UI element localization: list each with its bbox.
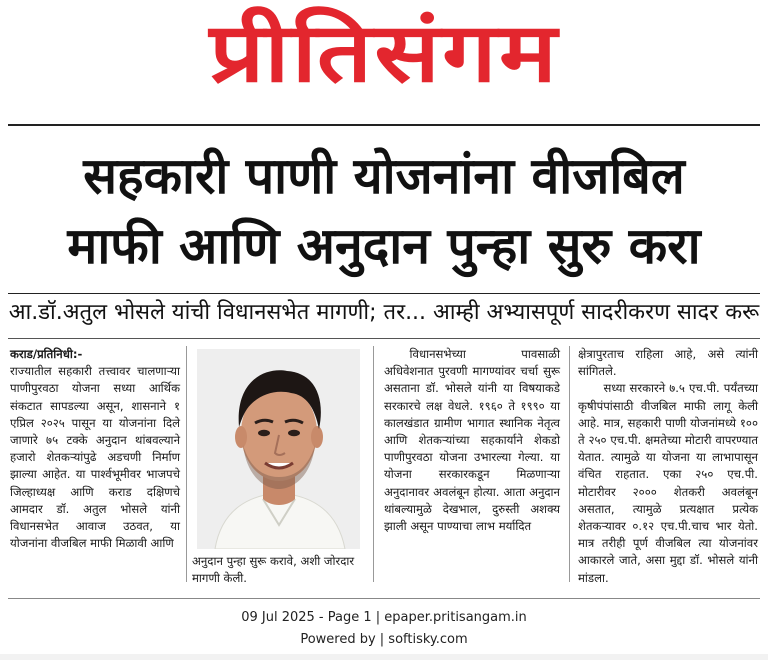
article-column-4	[578, 346, 758, 587]
masthead-rule	[8, 124, 760, 126]
column-4-para-1: क्षेत्रापुरताच राहिला आहे, असे त्यांनी सांगितले.	[578, 347, 758, 379]
article-column-3	[384, 346, 560, 535]
column-4-para-2: सध्या सरकारने ७.५ एच.पी. पर्यंतच्या कृषीपंपांसाठी वीजबिल माफी लागू केली आहे. मात्र, सहकारी पाणी योजनांमध्ये १०० ते २५० एच.पी. क्षमतेच्या मोटारी वापरण्यात येतात. त्यामुळे या योजना या लाभापासून वंचित राहतात. एका २५० एच.पी. मोटारीवर २००० शेतकरी अवलंबून असतात, त्यामुळे प्रत्यक्षात प्रत्येक शेतकऱ्यावर ०.१२ एच.पी.चाच भार येतो. मात्र तरीही पूर्ण वीजबिल त्या योजनांवर आकारले जाते, असा मुद्दा डॉ. भोसले यांनी मांडला.	[578, 381, 758, 585]
footer-page-info: 09 Jul 2025 - Page 1 | epaper.pritisangam.in	[241, 610, 527, 625]
column-divider	[186, 346, 187, 582]
photo-caption: अनुदान पुन्हा सुरू करावे, अशी जोरदार मागणी केली.	[192, 554, 355, 585]
article-column-1	[10, 346, 180, 552]
subheadline: आ.डॉ.अतुल भोसले यांची विधानसभेत मागणी; तर... आम्ही अभ्यासपूर्ण सादरीकरण सादर करू	[8, 300, 760, 325]
masthead-title: प्रीतिसंगम	[209, 6, 559, 101]
column-divider	[373, 346, 374, 582]
headline-rule	[8, 293, 760, 294]
footer-rule	[8, 598, 760, 599]
footer-band	[0, 654, 768, 660]
subheadline-rule	[8, 338, 760, 339]
mla-photo	[197, 349, 360, 549]
column-divider	[569, 346, 570, 582]
headline-line-1: सहकारी पाणी योजनांना वीजबिल	[83, 147, 685, 205]
portrait-image	[197, 349, 360, 549]
column-1-text: राज्यातील सहकारी तत्त्वावर चालणाऱ्या पाणीपुरवठा योजना सध्या आर्थिक संकटात सापडल्या असून, शासनाने १ एप्रिल २०२५ पासून या योजनांना दिले जाणारे ७५ टक्के अनुदान थांबवल्याने हजारो शेतकऱ्यांपुढे अडचणी निर्माण झाल्या आहेत. या पार्श्वभूमीवर भाजपचे जिल्हाध्यक्ष आणि कराड दक्षिणचे आमदार डॉ. अतुल भोसले यांनी विधानसभेत आवाज उठवत, या योजनांना वीजबिल माफी मिळावी आणि	[10, 364, 180, 551]
footer-powered-by: Powered by | softisky.com	[300, 632, 468, 647]
column-3-text: विधानसभेच्या पावसाळी अधिवेशनात पुरवणी मागण्यांवर चर्चा सुरू असताना डॉ. भोसले यांनी या विषयाकडे सरकारचे लक्ष वेधले. १९६० ते १९९० या कालखंडात ग्रामीण भागात स्थानिक नेतृत्व आणि शेतकऱ्यांच्या सहकार्याने शेकडो पाणीपुरवठा योजना उभारल्या गेल्या. या योजना सरकारकडून मिळणाऱ्या अनुदानावर अवलंबून होत्या. आता अनुदान थांबल्यामुळे देखभाल, दुरुस्ती अशक्य झाली असून पाण्याचा लाभ मर्यादित	[384, 347, 560, 534]
masthead	[0, 4, 768, 110]
headline-line-2: माफी आणि अनुदान पुन्हा सुरु करा	[67, 217, 701, 275]
dateline: कराड/प्रतिनिधी:-	[10, 347, 83, 361]
